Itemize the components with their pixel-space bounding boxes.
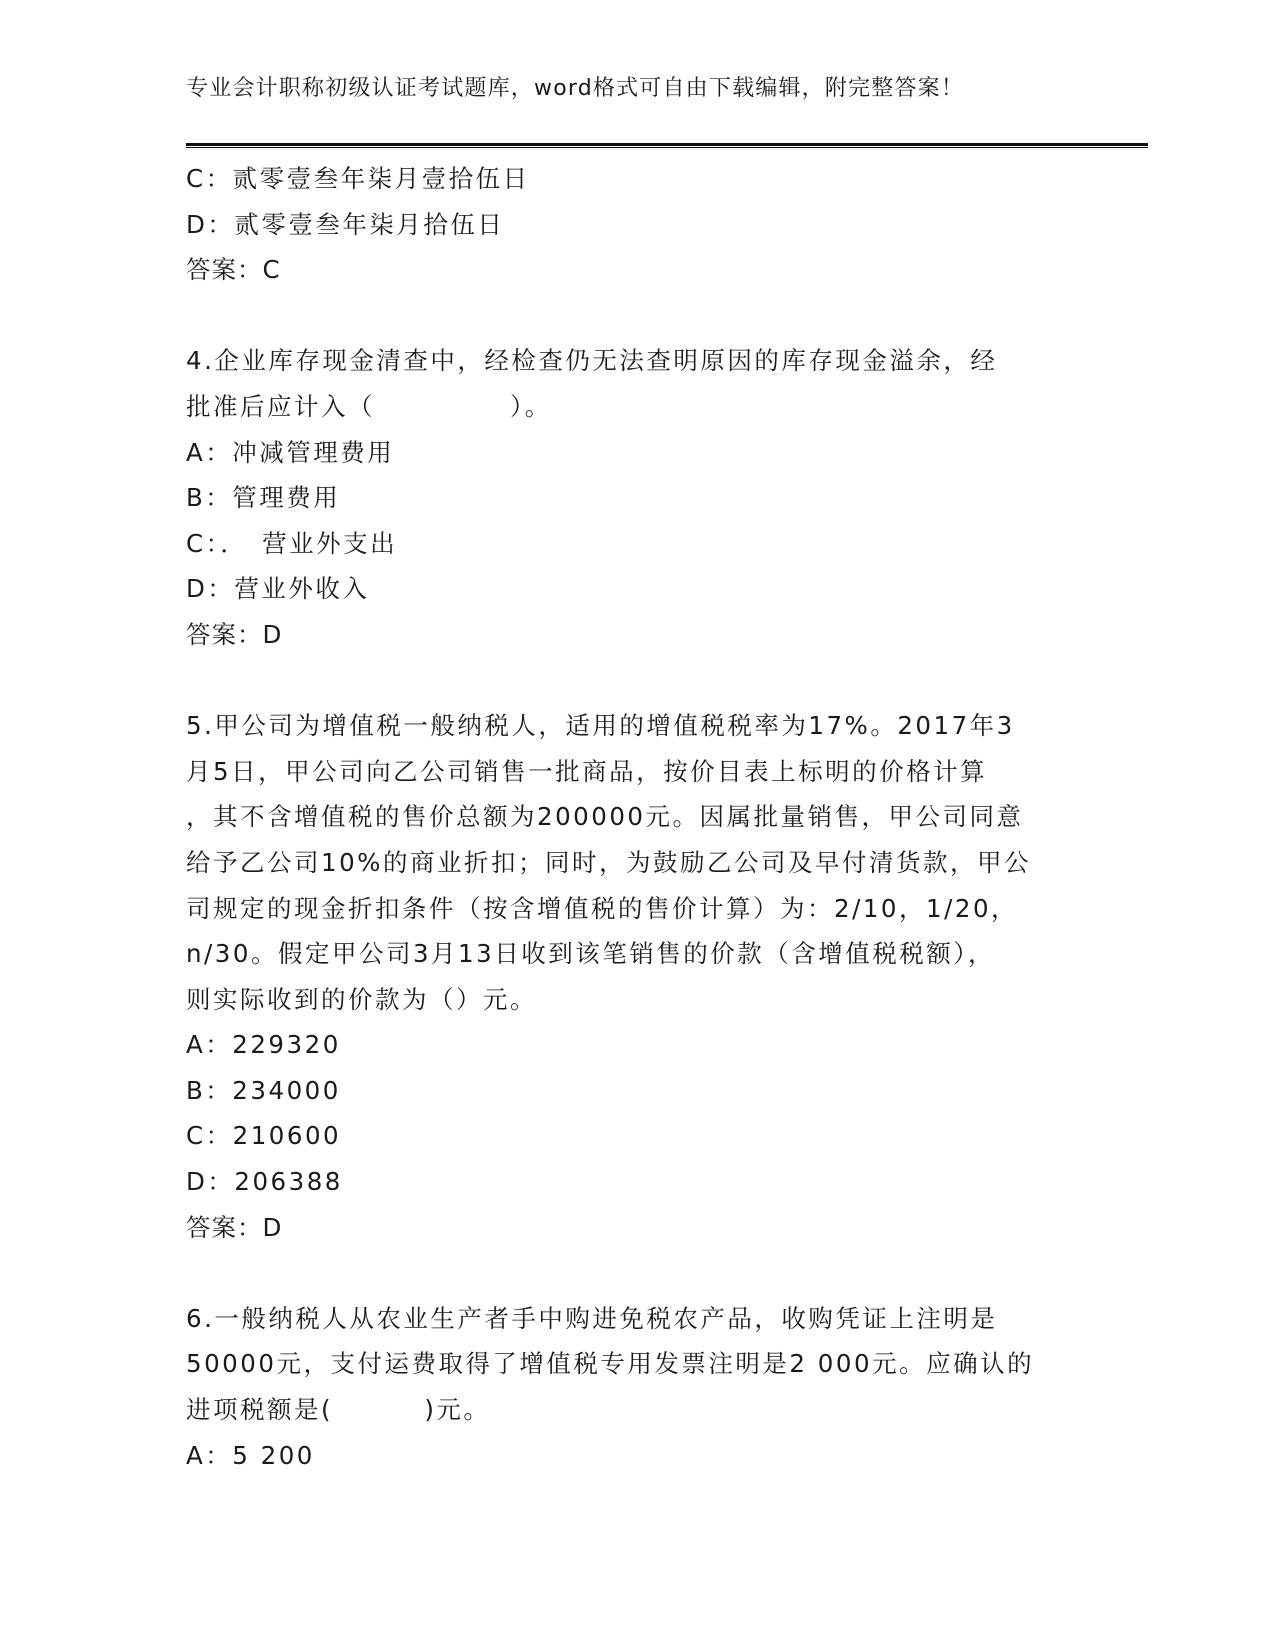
q5-stem-line-2: 月5日，甲公司向乙公司销售一批商品，按价目表上标明的价格计算 [186, 756, 988, 786]
q3-option-c: C：贰零壹叁年柒月壹拾伍日 [186, 164, 530, 193]
q6-option-a: A：5 200 [186, 1440, 315, 1470]
q5-stem-line-4: 给予乙公司10%的商业折扣；同时，为鼓励乙公司及早付清货款，甲公 [186, 847, 1031, 877]
q4-option-b: B：管理费用 [186, 483, 341, 513]
q3-option-d: D：贰零壹叁年柒月拾伍日 [186, 209, 505, 239]
q3-answer: 答案：C [186, 255, 281, 285]
q5-stem-line-7: 则实际收到的价款为（）元。 [186, 984, 537, 1014]
q4-option-d: D：营业外收入 [186, 574, 370, 604]
q5-stem-line-3: ，其不含增值税的售价总额为200000元。因属批量销售，甲公司同意 [186, 802, 1024, 832]
q5-answer: 答案：D [186, 1212, 283, 1242]
q4-option-a: A：冲减管理费用 [186, 437, 395, 467]
q5-option-d: D：206388 [186, 1167, 343, 1197]
q4-option-c: C：． 营业外支出 [186, 528, 398, 558]
spacer [186, 658, 1086, 704]
question-content [186, 156, 1086, 1478]
spacer [186, 293, 1086, 339]
q6-stem-line-2: 50000元，支付运费取得了增值税专用发票注明是2 000元。应确认的 [186, 1349, 1035, 1379]
q5-stem-line-5: 司规定的现金折扣条件（按含增值税的售价计算）为：2/10，1/20， [186, 893, 1019, 923]
q5-stem-line-6: n/30。假定甲公司3月13日收到该笔销售的价款（含增值税税额）， [186, 939, 995, 969]
q4-stem-line-2: 批准后应计入（ ）。 [186, 391, 552, 421]
q6-stem-line-3: 进项税额是( )元。 [186, 1395, 491, 1425]
header-divider [186, 143, 1148, 148]
q5-option-c: C：210600 [186, 1121, 342, 1151]
spacer [186, 1250, 1086, 1296]
q5-option-b: B：234000 [186, 1075, 341, 1105]
q6-stem-line-1: 6.一般纳税人从农业生产者手中购进免税农产品，收购凭证上注明是 [186, 1303, 998, 1333]
q5-stem-line-1: 5.甲公司为增值税一般纳税人，适用的增值税税率为17%。2017年3 [186, 711, 1015, 741]
q4-stem-line-1: 4.企业库存现金清查中，经检查仍无法查明原因的库存现金溢余，经 [186, 346, 998, 376]
page-header: 专业会计职称初级认证考试题库，word格式可自由下载编辑，附完整答案！ [186, 76, 965, 101]
q4-answer: 答案：D [186, 619, 283, 649]
q5-option-a: A：229320 [186, 1030, 341, 1060]
